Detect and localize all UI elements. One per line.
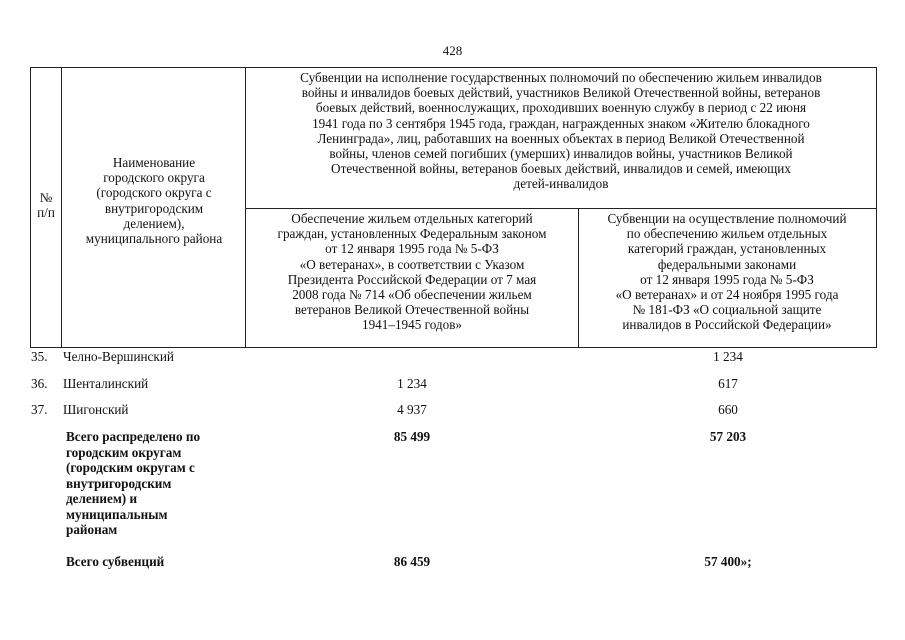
- table-header: [30, 67, 877, 348]
- divider: [61, 68, 62, 347]
- column-header-housing: Обеспечение жильем отдельных категорий граждан, установленных Федеральным законом от 12 января 1995 года № 5-ФЗ «О ветеранах», в соответствии с Указом Президента Российской Федерации от 7 мая 2008 года № 714 «Об обеспечении жильем ветеранов Великой Отечественной войны 1941–1945 годов»: [277, 211, 547, 333]
- powers-value: 660: [718, 402, 738, 417]
- district-name: Шенталинский: [63, 376, 149, 391]
- powers-value: 1 234: [713, 349, 743, 364]
- column-header-name: Наименование городского округа (городского округа с внутригородским делением), муниципального района: [85, 155, 223, 247]
- row-number: 36.: [31, 376, 48, 391]
- column-header-powers: Субвенции на осуществление полномочий по обеспечению жильем отдельных категорий граждан, установленных федеральными законами от 12 января 1995 года № 5-ФЗ «О ветеранах» и от 24 ноября 1995 года № 181-ФЗ «О социальной защите инвалидов в Российской Федерации»: [607, 211, 847, 333]
- column-header-number: № п/п: [37, 190, 55, 221]
- housing-value: 4 937: [397, 402, 427, 417]
- row-number: 37.: [31, 402, 48, 417]
- total-subventions-label: Всего субвенций: [66, 554, 165, 569]
- housing-value: 1 234: [397, 376, 427, 391]
- district-name: Шигонский: [63, 402, 129, 417]
- row-number: 35.: [31, 349, 48, 364]
- column-header-subventions: Субвенции на исполнение государственных полномочий по обеспечению жильем инвалидов войны и инвалидов боевых действий, участников Великой Отечественной войны, ветеранов боевых действий, военнослужащих, проходивших военную службу в период с 22 июня 1941 года по 3 сентября 1945 года, граждан, награжденных знаком «Жителю блокадного Ленинграда», лиц, работавших на военных объектах в период Великой Отечественной войны, членов семей погибших (умерших) инвалидов войны, участников Великой Отечественной войны, ветеранов боевых действий, инвалидов и семей, имеющих детей-инвалидов: [300, 70, 822, 192]
- page-number: 428: [442, 43, 463, 58]
- district-name: Челно-Вершинский: [63, 349, 174, 364]
- divider: [245, 208, 876, 209]
- total-subventions-housing: 86 459: [393, 554, 431, 569]
- total-subventions-powers: 57 400»;: [704, 554, 752, 569]
- total-distributed-label: Всего распределено по городским округам (городским округам с внутригородским делением) и муниципальным районам: [66, 429, 201, 537]
- total-distributed-housing: 85 499: [393, 429, 431, 444]
- total-distributed-powers: 57 203: [709, 429, 747, 444]
- powers-value: 617: [718, 376, 738, 391]
